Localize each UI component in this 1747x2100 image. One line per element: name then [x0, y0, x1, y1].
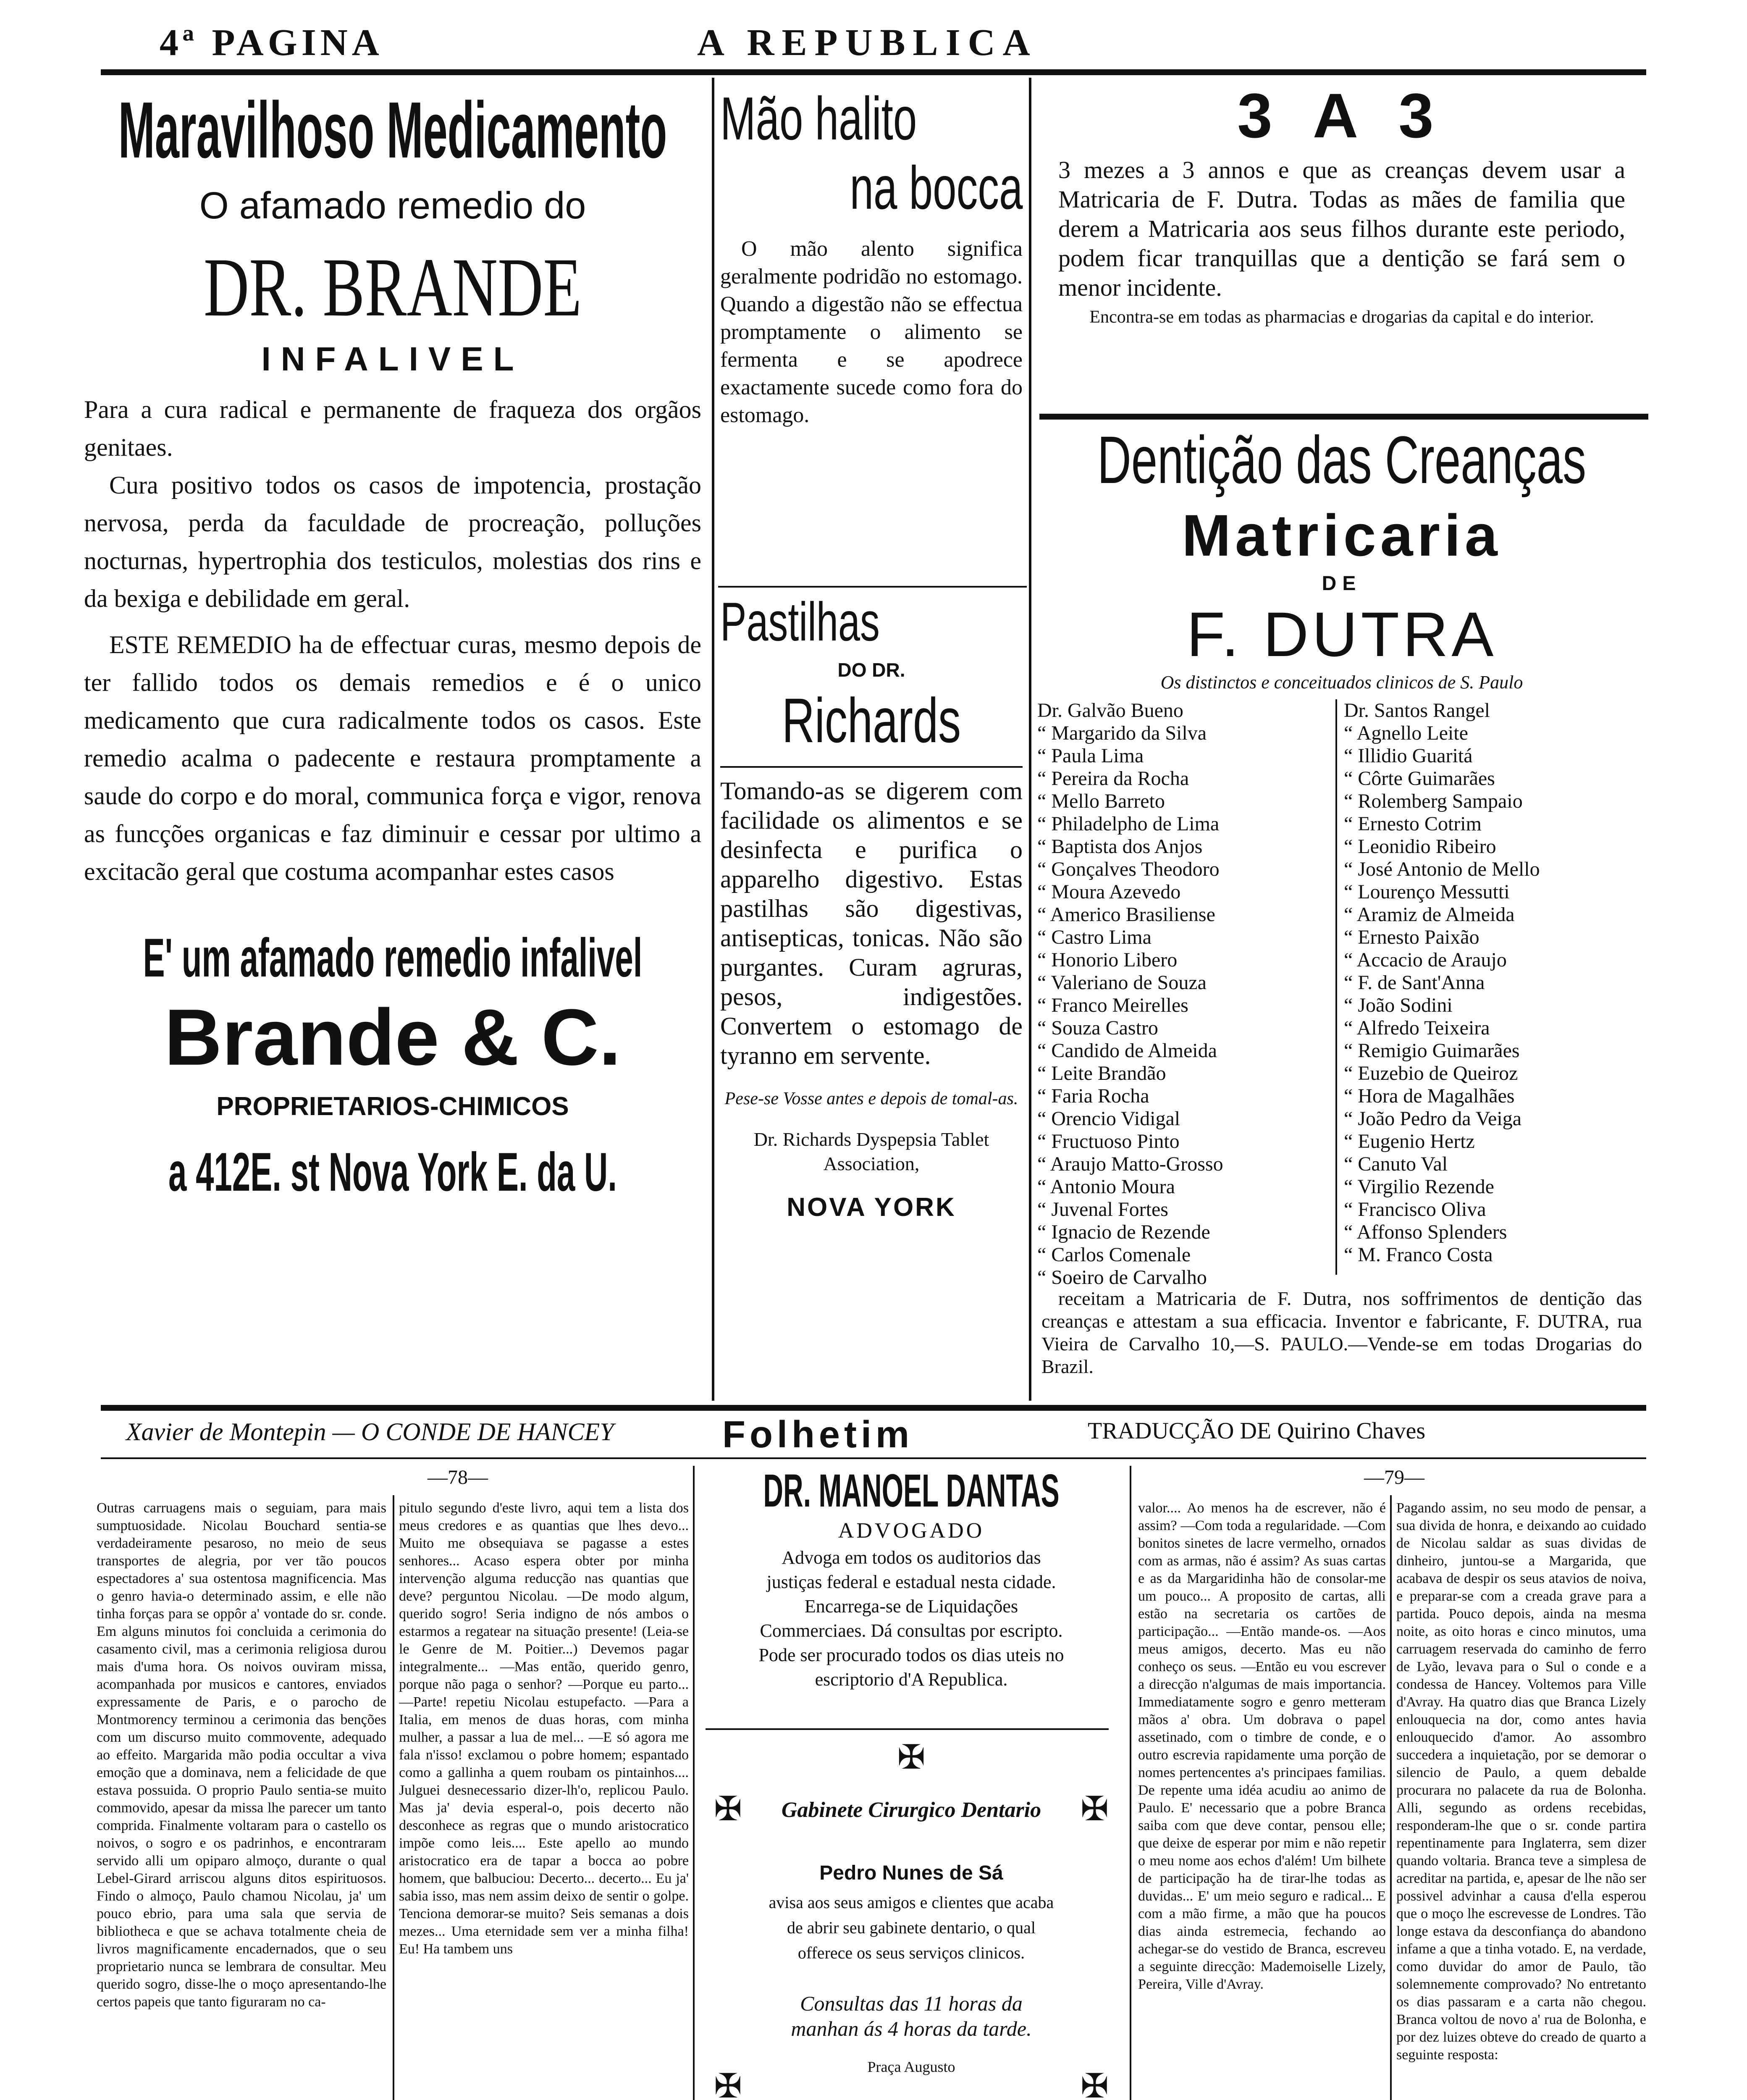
ad-gabinete-title: Gabinete Cirurgico Dentario: [781, 1798, 1041, 1822]
ad-brande-paragraph: Para a cura radical e permanente de fraqueza dos orgãos genitaes.: [84, 396, 701, 461]
ad-divider: [1039, 414, 1648, 420]
ad-pastilhas-assoc: Dr. Richards Dyspepsia Tablet Association,: [753, 1129, 989, 1174]
doctor-name: “ Carlos Comenale: [1037, 1244, 1191, 1266]
doctor-name: “ Honorio Libero: [1037, 949, 1178, 971]
ad-pastilhas-do-dr: DO DR.: [837, 659, 905, 681]
ad-dantas-name: DR. MANOEL DANTAS: [763, 1465, 1060, 1517]
doctor-name: “ Francisco Oliva: [1344, 1198, 1486, 1221]
ad-brande-company-sub: PROPRIETARIOS-CHIMICOS: [216, 1092, 569, 1121]
folhetim-rule: [101, 1405, 1646, 1411]
column-rule: [712, 78, 714, 1401]
ad-pastilhas-title: Pastilhas: [720, 591, 880, 652]
doctor-name: “ Ernesto Paixão: [1344, 926, 1479, 948]
ad-3a3: [1041, 80, 1642, 412]
doctor-name: “ Antonio Moura: [1037, 1176, 1175, 1198]
doctors-list-right: [1344, 699, 1638, 1266]
doctors-list-left: [1037, 699, 1331, 1289]
doctor-name: “ Americo Brasiliense: [1037, 903, 1215, 926]
doctor-name: “ Philadelpho de Lima: [1037, 813, 1220, 835]
ad-dantas: [701, 1466, 1121, 1726]
ad-denticao-footer: receitam a Matricaria de F. Dutra, nos soffrimentos de dentição das creanças e attestam a sua efficacia. Inventor e fabricante, F. DUTRA, rua Vieira de Carvalho 10,—S. PAULO.—Vende-se em todas Drogarias do Brazil.: [1041, 1288, 1642, 1377]
doctor-name: “ Valeriano de Souza: [1037, 971, 1207, 994]
ad-gabinete-hours: Consultas das 11 horas da manhan ás 4 horas da tarde.: [791, 1992, 1032, 2040]
page-header: [0, 0, 1747, 76]
doctor-name: “ Rolemberg Sampaio: [1344, 790, 1523, 812]
doctor-name: “ Lourenço Messutti: [1344, 881, 1510, 903]
doctor-name: “ José Antonio de Mello: [1344, 858, 1540, 880]
ad-halito-title: Mão halito: [720, 84, 917, 152]
doctor-name: “ Remigio Guimarães: [1344, 1040, 1520, 1062]
cross-ornament-icon: ✠: [1080, 1791, 1109, 1828]
newspaper-title: A REPUBLICA: [697, 22, 1038, 63]
ad-brande-company: Brande & C.: [164, 993, 621, 1082]
ad-brande-doctor: DR. BRANDE: [203, 241, 582, 334]
ad-brande-subtitle: O afamado remedio do: [199, 185, 586, 227]
ad-halito-text: O mão alento significa geralmente podridão no estomago. Quando a digestão não se effectua promptamente o alimento se fermenta e se apodrece exactamente sucede como fora do estomago.: [720, 237, 1023, 427]
column-rule: [1390, 1495, 1392, 2100]
cross-ornament-icon: ✠: [897, 1739, 926, 1776]
doctor-name: “ Castro Lima: [1037, 926, 1152, 948]
doctor-name: “ Euzebio de Queiroz: [1344, 1062, 1518, 1084]
doctor-name: “ F. de Sant'Anna: [1344, 971, 1485, 994]
ad-brande-address: a 412E. st Nova York E. da U.: [168, 1141, 617, 1202]
ad-brande-paragraph: Cura positivo todos os casos de impotencia, prostação nervosa, perda da faculdade de procreação, polluções nocturnas, hypertrophia dos testiculos, molestias dos rins e da bexiga e debilidade em geral.: [84, 471, 701, 612]
doctor-name: “ Hora de Magalhães: [1344, 1085, 1515, 1107]
page-number: 4ª PAGINA: [160, 22, 383, 63]
doctor-name: “ Ignacio de Rezende: [1037, 1221, 1210, 1243]
ad-divider: [720, 766, 1023, 768]
doctor-name: “ Moura Azevedo: [1037, 881, 1181, 903]
doctor-name: “ Leite Brandão: [1037, 1062, 1166, 1084]
ad-dantas-role: ADVOGADO: [838, 1519, 985, 1543]
ad-gabinete: [701, 1739, 1121, 2100]
doctor-name: “ Côrte Guimarães: [1344, 767, 1495, 790]
ad-gabinete-address: Praça Augusto: [867, 2058, 955, 2075]
ad-brande-paragraph: ESTE REMEDIO ha de effectuar curas, mesmo depois de ter fallido todos os demais remedios e é o unico medicamento que cura radicalmente todos os casos. Este remedio acalma o padecente e restaura promptamente a saude do corpo e do moral, communica força e vigor, renova as funcções organicas e faz diminuir e cessar por ultimo a excitacão geral que costuma acompanhar estes casos: [84, 631, 701, 885]
doctor-name: “ João Sodini: [1344, 994, 1453, 1016]
ad-denticao-intro: Os distinctos e conceituados clinicos de S. Paulo: [1160, 672, 1523, 693]
doctor-name: “ Orencio Vidigal: [1037, 1108, 1180, 1130]
doctor-name: “ Ernesto Cotrim: [1344, 813, 1482, 835]
ad-3a3-note: Encontra-se em todas as pharmacias e drogarias da capital e do interior.: [1089, 307, 1594, 327]
doctor-name: “ João Pedro da Veiga: [1344, 1108, 1521, 1130]
ad-brande-title: Maravilhoso Medicamento: [118, 86, 667, 175]
ad-denticao-maker: F. DUTRA: [1186, 599, 1497, 669]
ad-brande-tag: INFALIVEL: [261, 340, 524, 378]
ad-divider: [706, 1728, 1109, 1730]
doctor-name: “ Soeiro de Carvalho: [1037, 1266, 1207, 1289]
ad-pastilhas: [720, 588, 1023, 1394]
column-rule: [393, 1495, 394, 2100]
ad-denticao-de: DE: [1322, 572, 1362, 595]
folhetim-column: valor.... Ao menos ha de escrever, não é assim? —Com toda a regularidade. —Com bonitos sinetes de lacre vermelho, ornados com as armas, não é assim? As suas cartas e as da Margaridinha hão de consolar-me um pouco... A proposito de cartas, alli estão na secretaria os cartões de participação... —Então mande-os. —Aos meus amigos, decerto. Mas eu não conheço os seus. —Então eu vou escrever a direcção n'algumas de mais importancia. Immediatamente sogro e genro metteram mãos a' obra. Um dobrava o papel assetinado, com o timbre de conde, e o outro escrevia rapidamente uma porção de nomes pertencentes a's principaes familias. De repente uma idéa acudiu ao animo de Paulo. E' necessario que a pobre Branca saiba com que deve contar, pensou elle; que deixe de esperar por mim e não repetir o meu nome aos echos d'além! Um bilhete de participação ha de tirar-lhe todas as duvidas... E' um meio seguro e radical... E com a mão firme, a mão que ha poucos dias ainda estremecia, fechando ao achegar-se do vestido de Branca, escreveu a seguinte direcção: Mademoiselle Lizely, Pereira, Ville d'Avray.: [1138, 1500, 1386, 1992]
doctor-name: “ Affonso Splenders: [1344, 1221, 1507, 1243]
folhetim-page-left: —78—: [428, 1466, 488, 1488]
ad-pastilhas-text: Tomando-as se digerem com facilidade os alimentos e se desinfecta e purifica o apparelho digestivo. Estas pastilhas são digestivas, antisepticas, tonicas. Não são purgantes. Curam agruras, pesos, indigestões. Convertem o estomago de tyranno em servente.: [720, 777, 1023, 1069]
doctor-name: “ Franco Meirelles: [1037, 994, 1188, 1016]
column-rule: [1335, 699, 1337, 1275]
doctor-name: “ Virgilio Rezende: [1344, 1176, 1494, 1198]
folhetim-column: Outras carruagens mais o seguiam, para mais sumptuosidade. Nicolau Bouchard sentia-se verdadeiramente pesaroso, no meio de seus transportes de alegria, por ver tão poucos espectadores a' sua ostentosa magnificencia. Mas o genro havia-o determinado assim, e elle não tinha forças para se oppôr a' vontade do sr. conde. Em alguns minutos foi concluida a cerimonia do casamento civil, mas a cerimonia religiosa durou mais d'uma hora. Os noivos ouviram missa, acompanhada por musicos e cantores, enviados expressamente de Paris, e o parocho de Montmorency terminou a cerimonia das benções com um discurso muito commovente, adequado ao effeito. Margarida mão podia occultar a viva emoção que a dominava, nem a felicidade de que estava possuida. O proprio Paulo sentia-se muito commovido, apesar da missa lhe parecer um tanto comprida. Finalmente voltaram para o castello os noivos, o sogro e os padrinhos, e encontraram servido alli um opiparo almoço, durante o qual Lebel-Girard arriscou alguns ditos espirituosos. Findo o almoço, Paulo chamou Nicolau, ja' um pouco ebrio, para uma sala que servia de bibliotheca e que se achava totalmente cheia de livros magnificamente encadernados, que o seu proprietario nunca se lembrara de consultar. Meu querido sogro, disse-lhe o moço apresentando-lhe certos papeis que tanto figuraram no ca-: [97, 1500, 386, 2010]
doctor-name: “ Candido de Almeida: [1037, 1040, 1217, 1062]
doctor-name: “ Baptista dos Anjos: [1037, 835, 1203, 858]
folhetim-translation: TRADUCÇÃO DE Quirino Chaves: [1088, 1418, 1426, 1444]
folhetim-author: Xavier de Montepin — O CONDE DE HANCEY: [126, 1418, 614, 1446]
doctor-name: “ Eugenio Hertz: [1344, 1130, 1475, 1152]
doctor-name: “ Aramiz de Almeida: [1344, 903, 1515, 926]
folhetim-page-right: —79—: [1364, 1466, 1424, 1488]
doctor-name: “ Araujo Matto-Grosso: [1037, 1153, 1223, 1175]
column-rule: [693, 1466, 695, 2100]
cross-ornament-icon: ✠: [1080, 2068, 1109, 2100]
doctor-name: “ Accacio de Araujo: [1344, 949, 1507, 971]
ad-denticao: [1037, 422, 1646, 1401]
ad-denticao-title: Dentição das Creanças: [1097, 422, 1587, 497]
doctor-name: “ Juvenal Fortes: [1037, 1198, 1168, 1221]
doctor-name: “ Margarido da Silva: [1037, 722, 1207, 744]
ad-pastilhas-note: Pese-se Vosse antes e depois de tomal-as.: [724, 1089, 1018, 1108]
doctor-name: “ Souza Castro: [1037, 1017, 1158, 1039]
doctor-name: “ Illidio Guaritá: [1344, 745, 1473, 767]
ad-3a3-title: 3 A 3: [1237, 80, 1446, 151]
doctor-name: “ Paula Lima: [1037, 745, 1144, 767]
ad-dantas-text: Advoga em todos os auditorios das justiças federal e estadual nesta cidade. Encarrega-se de Liquidações Commerciaes. Dá consultas por escripto. Pode ser procurado todos os dias uteis no escriptorio d'A Republica.: [758, 1547, 1064, 1690]
folhetim-title: Folhetim: [722, 1414, 913, 1456]
doctor-name: “ Alfredo Teixeira: [1344, 1017, 1490, 1039]
doctor-name: Dr. Galvão Bueno: [1037, 699, 1183, 722]
doctor-name: “ Gonçalves Theodoro: [1037, 858, 1220, 880]
doctor-name: “ Pereira da Rocha: [1037, 767, 1189, 790]
header-rule: [101, 69, 1646, 75]
ad-pastilhas-city: NOVA YORK: [787, 1193, 956, 1222]
ad-pastilhas-name: Richards: [782, 685, 961, 756]
doctor-name: “ Canuto Val: [1344, 1153, 1448, 1175]
ad-halito-title-2: na bocca: [850, 154, 1023, 222]
cross-ornament-icon: ✠: [714, 1791, 742, 1828]
ad-brande-slogan: E' um afamado remedio infalivel: [143, 927, 643, 988]
doctor-name: “ Fructuoso Pinto: [1037, 1130, 1180, 1152]
ad-halito: [720, 84, 1023, 588]
ad-denticao-product: Matricaria: [1182, 502, 1502, 568]
column-rule: [1029, 78, 1031, 1401]
folhetim-column: Pagando assim, no seu modo de pensar, a sua divida de honra, e deixando ao cuidado de Nicolau saldar as suas dividas de dinheiro, juntou-se a Margarida, que acabava de despir os seus atavios de noiva, e preparar-se com a creada grave para a partida. Pouco depois, ainda na mesma noite, as oito horas e cinco minutos, uma carruagem reservada do caminho de ferro de Lyão, levava para o Sul o conde e a condessa de Hancey. Voltemos para Ville d'Avray. Ha quatro dias que Branca Lizely enlouquecia na dor, como antes havia enlouquecido d'amor. Ao assombro succedera a inquietação, por se demorar o silencio de Paulo, a quem debalde procurara no palacete da rua de Bolonha. Alli, segundo as ordens recebidas, responderam-lhe que o sr. conde partira repentinamente para Inglaterra, sem dizer quando voltaria. Branca teve a simplesa de acreditar na partida, e, apesar de lhe não ser possivel advinhar a causa d'ella esperou que o moço lhe escrevesse de Londres. Tão longe estava da desconfiança do abandono infame a que a tinha votado. E, na verdade, como duvidar do amor de Paulo, tão solemnemente comprovado? No entretanto os dias passaram e a carta não chegou. Branca voltou de novo a' rua de Bolonha, e por dez luizes obteve do creado de quarto a seguinte resposta:: [1396, 1500, 1646, 2063]
ad-divider: [718, 586, 1027, 588]
doctor-name: “ Faria Rocha: [1037, 1085, 1149, 1107]
folhetim-column: pitulo segundo d'este livro, aqui tem a lista dos meus credores e as quantias que lhes devo... Muito me obsequiava se pagasse a estes senhores... Acaso espera obter por minha intervenção alguma reducção nas quantias que deve? perguntou Nicolau. —De modo algum, querido sogro! Seria indigno de nós ambos o estarmos a regatear na situação presente! (Leia-se le Genre de M. Poitier...) Devemos pagar integralmente... —Mas então, querido genro, porque não paga o senhor? —Porque eu parto... —Parte! repetiu Nicolau estupefacto. —Para a Italia, em menos de duas horas, com minha mulher, a passar a lua de mel... —E só agora me fala n'isso! exclamou o pobre homem; espantado como a gallinha a quem roubam os pintainhos.... Julguei desnecessario dizer-lh'o, replicou Paulo. Mas ja' devia esperal-o, pois decerto não desconhece as regras que o mundo aristocratico impõe como leis.... Este apello ao mundo aristocratico era de tapar a bocca ao pobre homem, que balbuciou: Decerto... decerto... Eu ja' sabia isso, mas nem assim deixo de sentir o golpe. Tenciona demorar-se muito? Seis semanas a dois mezes... Uma eternidade sem ver a minha filha! Eu! Ha tambem uns: [399, 1500, 689, 1957]
folhetim-rule: [101, 1457, 1646, 1459]
doctor-name: “ M. Franco Costa: [1344, 1244, 1493, 1266]
doctor-name: “ Mello Barreto: [1037, 790, 1165, 812]
ad-gabinete-name: Pedro Nunes de Sá: [819, 1862, 1003, 1884]
doctor-name: Dr. Santos Rangel: [1344, 699, 1490, 722]
cross-ornament-icon: ✠: [714, 2068, 742, 2100]
column-rule: [1130, 1466, 1131, 2100]
doctor-name: “ Leonidio Ribeiro: [1344, 835, 1496, 858]
ad-gabinete-text: avisa aos seus amigos e clientes que acaba de abrir seu gabinete dentario, o qual offerece os seus serviços clinicos.: [769, 1893, 1054, 1962]
folhetim-header: [101, 1413, 1646, 1455]
ad-brande: [84, 84, 701, 1399]
ad-3a3-text: 3 mezes a 3 annos e que as creanças devem usar a Matricaria de F. Dutra. Todas as mães de familia que derem a Matricaria aos seus filhos durante este periodo, podem ficar tranquillas que a dentição se fará sem o menor incidente.: [1058, 156, 1625, 301]
doctor-name: “ Agnello Leite: [1344, 722, 1468, 744]
